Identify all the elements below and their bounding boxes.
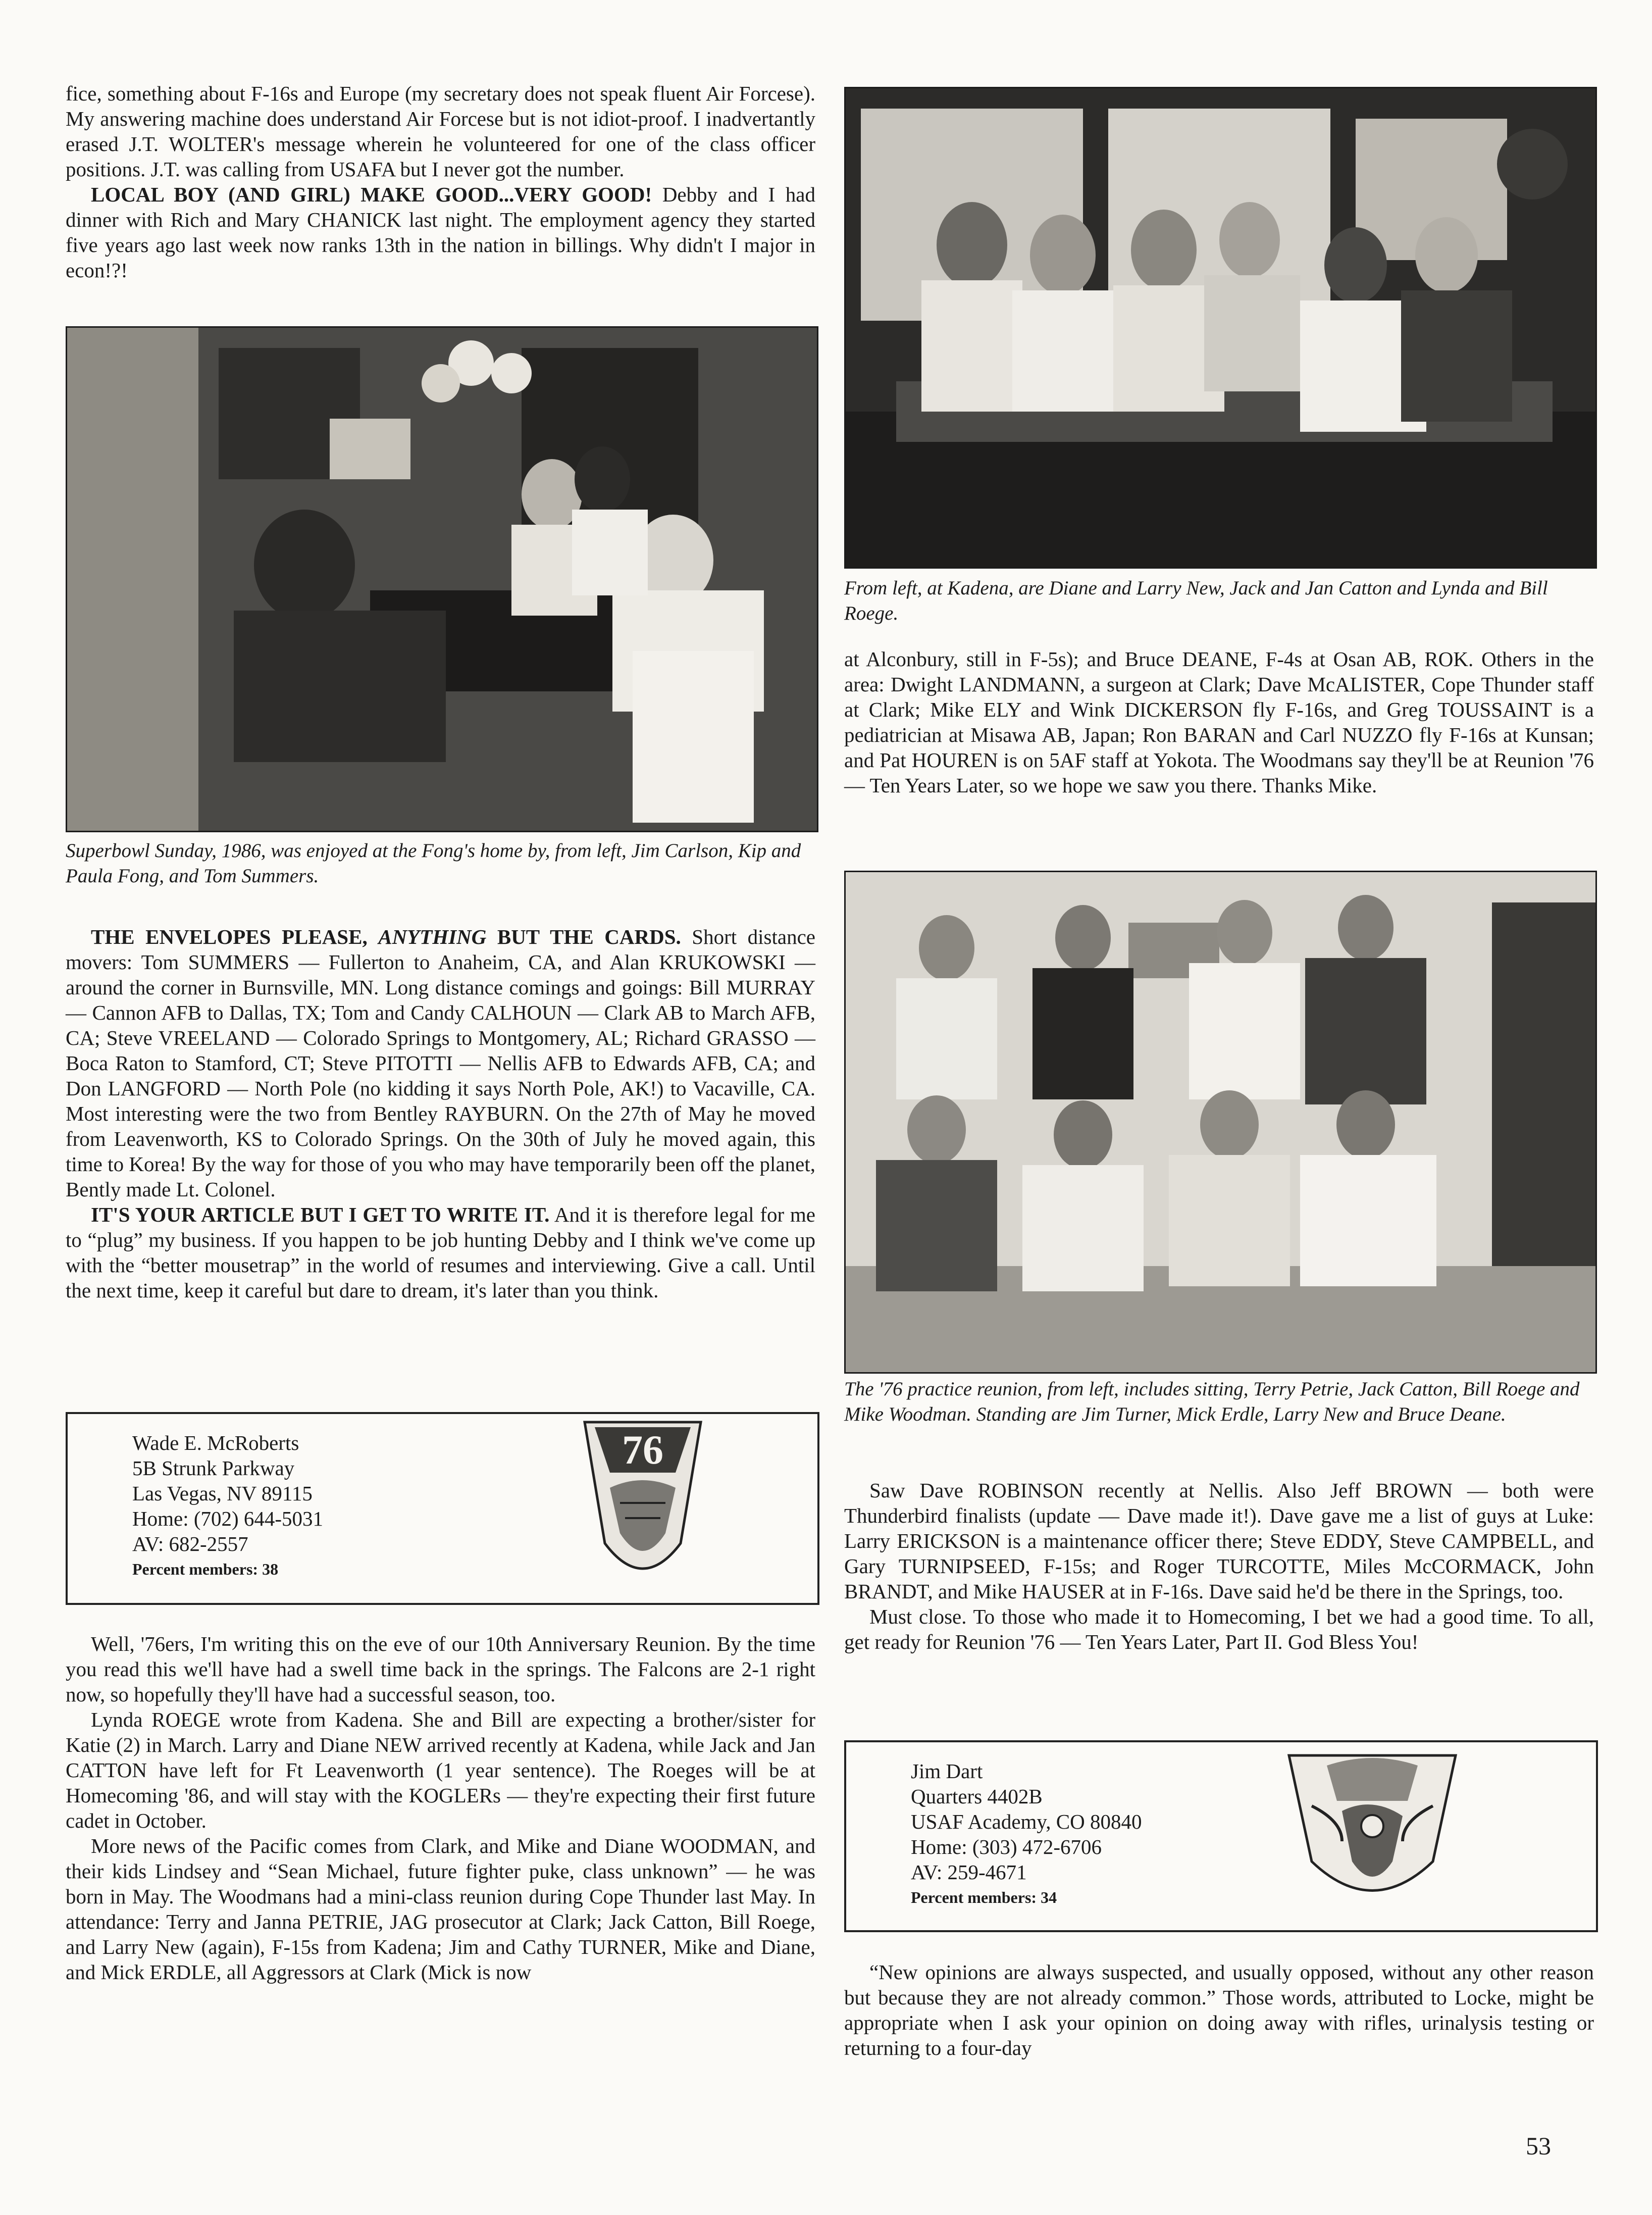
photo-kadena-image xyxy=(846,88,1595,567)
envelopes-lead-a: THE ENVELOPES PLEASE, xyxy=(91,925,379,948)
photo-kadena xyxy=(844,87,1597,569)
photo-superbowl-caption: Superbowl Sunday, 1986, was enjoyed at the Fong's home by, from left, Jim Carlson, Kip and Paula Fong, and Tom Summers. xyxy=(66,840,801,887)
mcroberts-name: Wade E. McRoberts xyxy=(132,1431,299,1454)
dart-address xyxy=(911,1758,1142,1910)
envelopes-text: Short distance movers: Tom SUMMERS — Fullerton to Anaheim, CA, and Alan KRUKOWSKI — around the corner in Burnsville, MN. Long distance comings and goings: Bill MURRAY — Cannon AFB to Dallas, TX; Tom and Candy CALHOUN — Clark AB to March AFB, CA; Steve VREELAND — Colorado Springs to Montgomery, AL; Richard GRASSO — Boca Raton to Stamford, CT; Steve PITOTTI — Nellis AFB to Edwards AFB, CA; and Don LANGFORD — North Pole (no kidding it says North Pole, AK!) to Vacaville, CA. Most interesting were the two from Bentley RAYBURN. On the 27th of May he moved from Leavenworth, KS to Colorado Springs. On the 30th of July he moved again, this time to Korea! By the way for those of you who may have temporarily been off the planet, Bently made Lt. Colonel. xyxy=(66,925,815,1201)
left-intro-block xyxy=(66,81,815,283)
envelopes-lead-b: ANYTHING xyxy=(378,925,487,948)
dart-name: Jim Dart xyxy=(911,1759,983,1783)
mcroberts-percent-members: Percent members: 38 xyxy=(132,1560,279,1578)
robinson-paragraph: Saw Dave ROBINSON recently at Nellis. Also Jeff BROWN — both were Thunderbird finalists (update — Dave made it!). Dave gave me a list of guys at Luke: Larry ERICKSON is a maintenance officer there; Steve EDDY, Steve CAMPBELL, and Gary TURNIPSEED, F-15s; and Roger TURCOTTE, Miles McCORMACK, John BRANDT, and Mike HAUSER at in F-16s. Dave said he'd be there in the Springs, too. xyxy=(844,1479,1594,1603)
local-boy-lead: LOCAL BOY (AND GIRL) MAKE GOOD...VERY GOOD! xyxy=(91,183,652,206)
correspondent-box-dart xyxy=(844,1740,1598,1932)
envelopes-lead-c: BUT THE CARDS. xyxy=(486,925,681,948)
luke-block xyxy=(844,1478,1594,1654)
dart-av-phone: AV: 259-4671 xyxy=(911,1860,1027,1884)
photo-superbowl xyxy=(66,326,818,832)
woodman-paragraph: More news of the Pacific comes from Clark, and Mike and Diane WOODMAN, and their kids Lindsey and “Sean Michael, future fighter puke, class unknown” — he was born in May. The Woodmans had a mini-class reunion during Cope Thunder last May. In attendance: Terry and Janna PETRIE, JAG prosecutor at Clark; Jack Catton, Bill Roege, and Larry New (again), F-15s from Kadena; Jim and Cathy TURNER, Mike and Diane, and Mick ERDLE, all Aggressors at Clark (Mick is now xyxy=(66,1834,815,1984)
reunion-paragraph: Well, '76ers, I'm writing this on the eve of our 10th Anniversary Reunion. By the time you read this we'll have had a swell time back in the springs. The Falcons are 2-1 right now, so hopefully they'll have had a successful season, too. xyxy=(66,1632,815,1706)
photo-practice-reunion xyxy=(844,871,1597,1374)
correspondent-box-mcroberts xyxy=(66,1412,819,1605)
alconbury-block xyxy=(844,646,1594,798)
intro-paragraph: fice, something about F-16s and Europe (my secretary does not speak fluent Air Forcese). My answering machine does understand Air Forcese but is not idiot-proof. I inadvertantly erased J.T. WOLTER's message wherein he volunteered for one of the class officer positions. J.T. was calling from USAFA but I never got the number. xyxy=(66,82,815,181)
alconbury-paragraph: at Alconbury, still in F-5s); and Bruce DEANE, F-4s at Osan AB, ROK. Others in the area: Dwight LANDMANN, a surgeon at Clark; Dave McALISTER, Cope Thunder staff at Clark; Mike ELY and Wink DICKERSON fly F-16s, and Greg TOUSSAINT is a pediatrician at Misawa AB, Japan; Ron BARAN and Carl NUZZO fly F-16s at Kunsan; and Pat HOUREN is on 5AF staff at Yokota. The Woodmans say they'll be at Reunion '76 — Ten Years Later, so we hope we saw you there. Thanks Mike. xyxy=(844,647,1594,797)
mcroberts-address xyxy=(132,1430,323,1582)
dart-percent-members: Percent members: 34 xyxy=(911,1888,1057,1906)
dart-home-phone: Home: (303) 472-6706 xyxy=(911,1835,1102,1858)
article-text: And it is therefore legal for me to “plug” my business. If you happen to be job hunting Debby and I think we've come up with the “better mousetrap” in the world of resumes and interviewing. Give a call. Until the next time, keep it careful but dare to dream, it's later than you think. xyxy=(66,1203,815,1302)
mcroberts-home-phone: Home: (702) 644-5031 xyxy=(132,1507,324,1530)
local-boy-paragraph xyxy=(66,182,815,283)
article-lead: IT'S YOUR ARTICLE BUT I GET TO WRITE IT. xyxy=(91,1203,550,1226)
envelopes-lead xyxy=(91,925,681,948)
mcroberts-av-phone: AV: 682-2557 xyxy=(132,1532,248,1555)
left-news-block xyxy=(66,924,815,1303)
local-boy-text: Debby and I had dinner with Rich and Mary CHANICK last night. The employment agency they started five years ago last week now ranks 13th in the nation in billings. Why didn't I major in econ!?! xyxy=(66,183,816,282)
dart-city: USAF Academy, CO 80840 xyxy=(911,1810,1142,1833)
left-bottom-block xyxy=(66,1631,815,1985)
photo-kadena-caption: From left, at Kadena, are Diane and Larry New, Jack and Jan Catton and Lynda and Bill Roege. xyxy=(844,577,1548,624)
article-paragraph xyxy=(66,1202,815,1303)
class-crest-eagle-icon xyxy=(1281,1745,1463,1925)
mcroberts-city: Las Vegas, NV 89115 xyxy=(132,1482,313,1505)
locke-quote-paragraph: “New opinions are always suspected, and usually opposed, without any other reason but because they are not already common.” Those words, attributed to Locke, might be appropriate when I ask your opinion on doing away with rifles, urinalysis testing or returning to a four-day xyxy=(844,1960,1594,2059)
dart-street: Quarters 4402B xyxy=(911,1785,1043,1808)
page-number: 53 xyxy=(1526,2132,1551,2160)
photo-kadena-caption-block xyxy=(844,576,1594,626)
photo-superbowl-image xyxy=(67,328,817,831)
roege-paragraph: Lynda ROEGE wrote from Kadena. She and Bill are expecting a brother/sister for Katie (2) in March. Larry and Diane NEW arrived recently at Kadena, while Jack and Jan CATTON have left for Ft Leavenworth (1 year sentence). The Roeges will be at Homecoming '86, and will stay with the KOGLERs — they're expecting their first future cadet in October. xyxy=(66,1708,815,1832)
mcroberts-street: 5B Strunk Parkway xyxy=(132,1456,295,1480)
class-crest-76-icon xyxy=(580,1417,706,1597)
envelopes-paragraph xyxy=(66,924,815,1202)
photo-superbowl-caption-block xyxy=(66,838,815,889)
closing-paragraph: Must close. To those who made it to Homecoming, I bet we had a good time. To all, get ready for Reunion '76 — Ten Years Later, Part II. God Bless You! xyxy=(844,1605,1594,1653)
photo-practice-reunion-caption: The '76 practice reunion, from left, includes sitting, Terry Petrie, Jack Catton, Bill Roege and Mike Woodman. Standing are Jim Turner, Mick Erdle, Larry New and Bruce Deane. xyxy=(844,1378,1580,1425)
svg-text:76: 76 xyxy=(622,1427,663,1473)
photo-practice-reunion-image xyxy=(846,872,1595,1372)
locke-block xyxy=(844,1959,1594,2060)
photo-practice-reunion-caption-block xyxy=(844,1377,1594,1427)
